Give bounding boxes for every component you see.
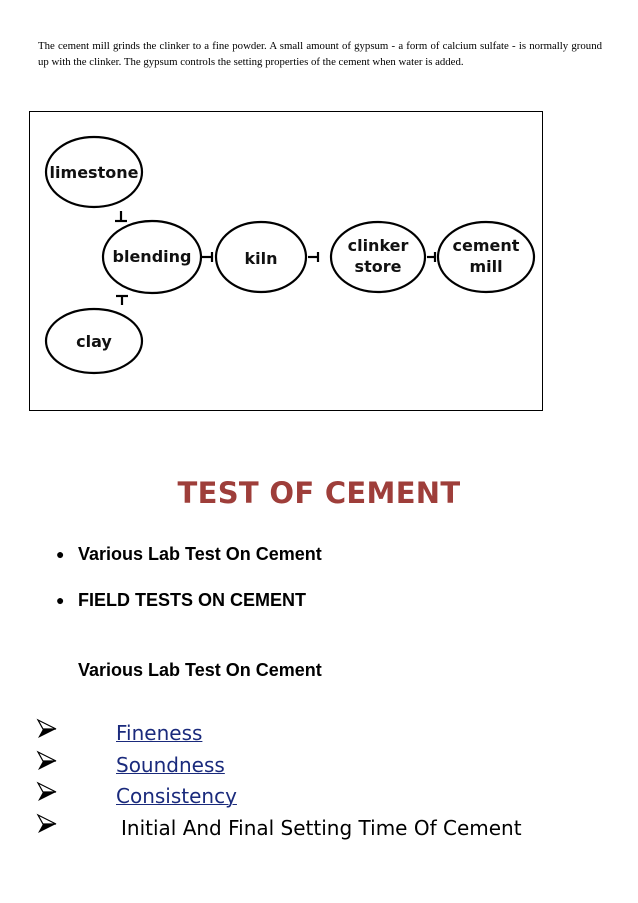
cement-process-diagram — [29, 111, 543, 411]
lab-test-item — [36, 750, 522, 782]
arrowhead-check-icon — [36, 750, 116, 782]
arrowhead-check-icon — [36, 813, 116, 845]
label-mill-line2: mill — [469, 257, 503, 276]
section-heading: TEST OF CEMENT — [177, 476, 461, 510]
lab-test-item — [36, 813, 522, 845]
label-kiln: kiln — [244, 249, 278, 268]
lab-test-soundness-link[interactable]: Soundness — [116, 752, 225, 777]
lab-test-item — [36, 718, 522, 750]
test-category-list — [56, 541, 322, 633]
arrowhead-check-icon — [36, 781, 116, 813]
bullet-icon: ● — [56, 592, 65, 608]
label-mill-line1: cement — [452, 236, 520, 255]
label-blending: blending — [112, 247, 192, 266]
bullet-icon: ● — [56, 546, 65, 562]
bullet-item — [56, 541, 322, 587]
bullet-item — [56, 587, 322, 633]
intro-paragraph: The cement mill grinds the clinker to a fine powder. A small amount of gypsum - a form of calcium sulfate - is normally ground up with the clinker. The gypsum controls the setting properties of the cement when water is added. — [38, 40, 602, 68]
lab-test-fineness-link[interactable]: Fineness — [116, 721, 203, 745]
lab-tests-subheading: Various Lab Test On Cement — [78, 660, 322, 680]
lab-test-item — [36, 781, 522, 813]
lab-test-setting-time: Initial And Final Setting Time Of Cement — [121, 815, 522, 840]
arrowhead-check-icon — [36, 718, 116, 750]
lab-tests-list — [36, 718, 522, 844]
lab-test-consistency-link[interactable]: Consistency — [116, 784, 237, 808]
label-clinker-line1: clinker — [347, 236, 409, 255]
bullet-item-label: FIELD TESTS ON CEMENT — [78, 590, 307, 610]
label-limestone: limestone — [49, 163, 139, 182]
bullet-item-label: Various Lab Test On Cement — [78, 544, 322, 564]
label-clay: clay — [76, 332, 112, 351]
label-clinker-line2: store — [354, 257, 402, 276]
diagram-canvas — [30, 112, 544, 412]
